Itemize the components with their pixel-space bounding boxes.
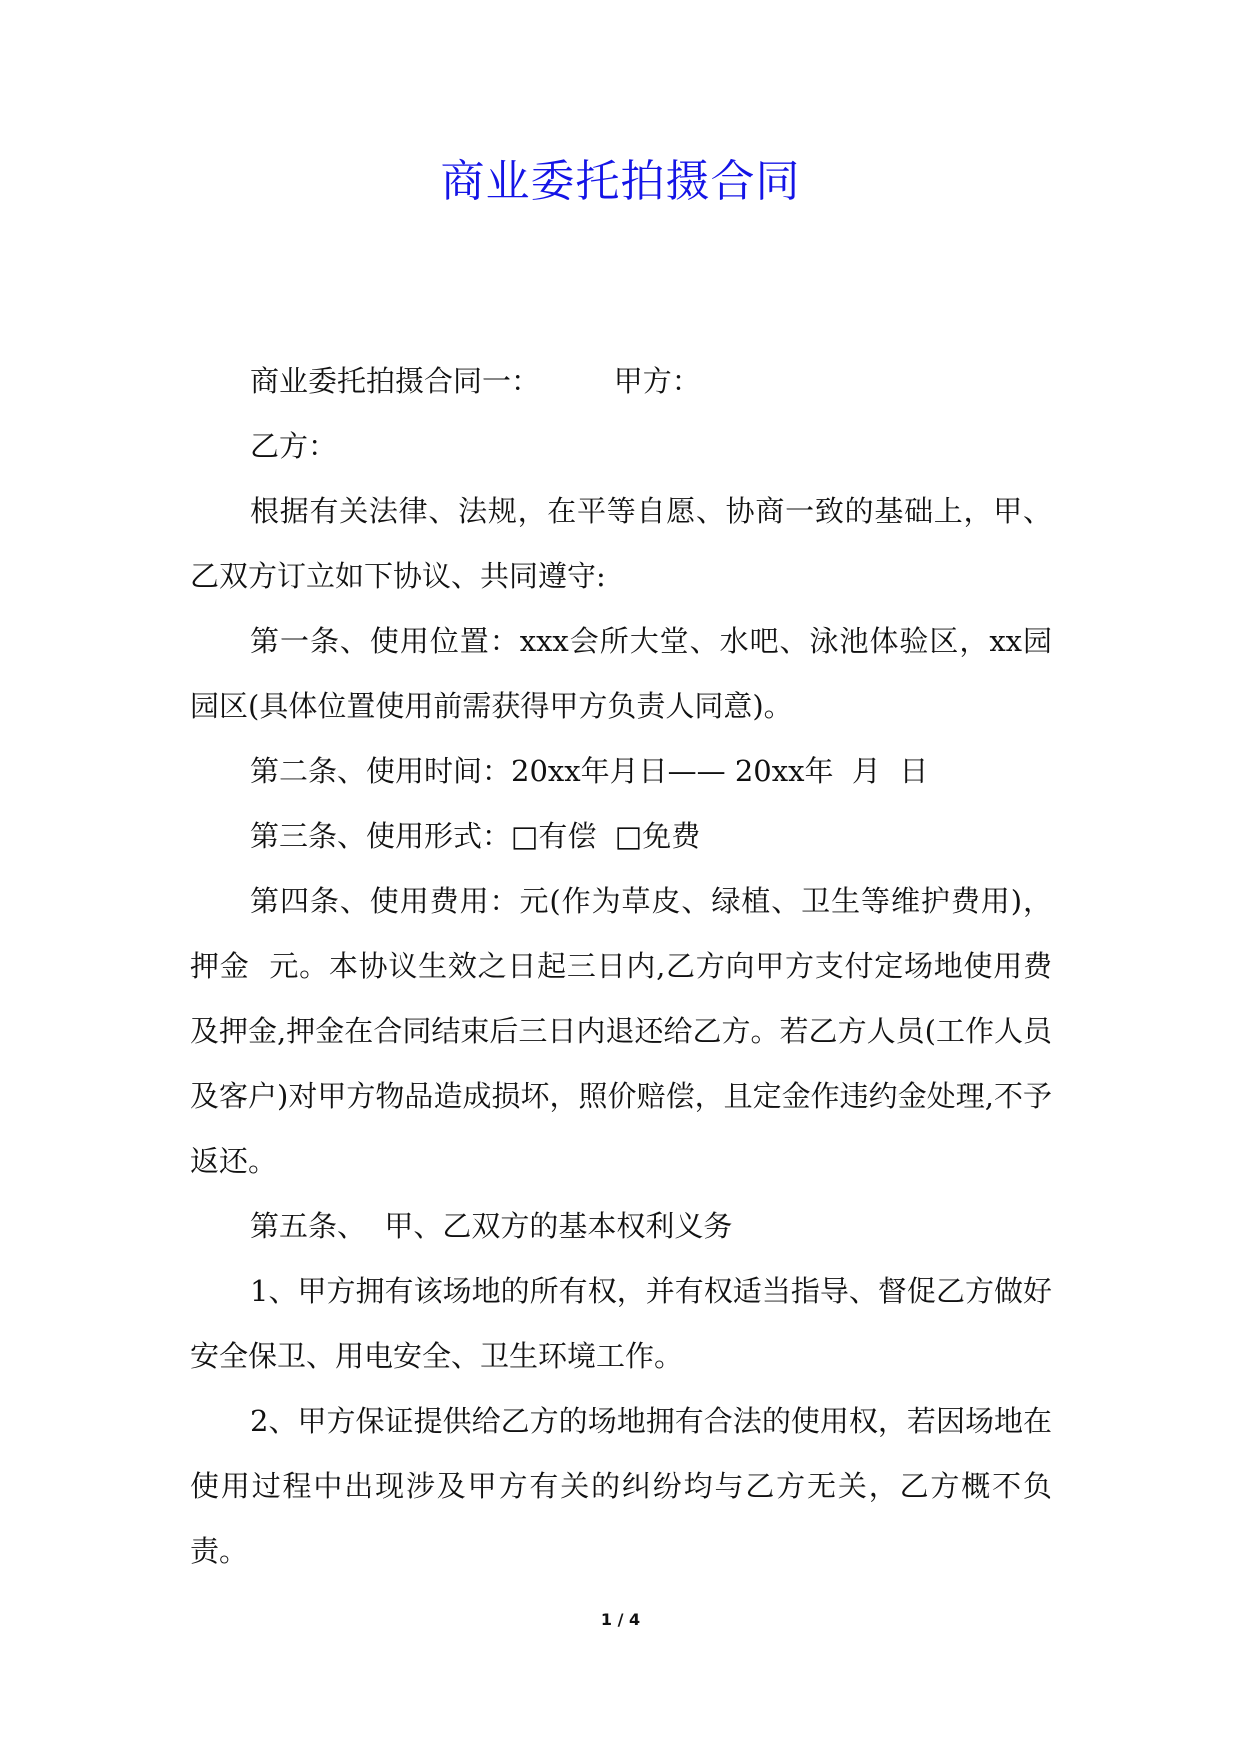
paragraph-article-1: 第一条、使用位置：xxx会所大堂、水吧、泳池体验区，xx园园区(具体位置使用前需获得甲方负责人同意)。: [190, 624, 1052, 723]
paragraph-clause-2: 2、甲方保证提供给乙方的场地拥有合法的使用权，若因场地在使用过程中出现涉及甲方有关的纠纷均与乙方无关，乙方概不负责。: [190, 1404, 1052, 1568]
document-title: 商业委托拍摄合同: [440, 156, 801, 207]
paragraph-article-2: 第二条、使用时间：20xx年月日—— 20xx年 月 日: [250, 754, 929, 788]
paragraph-clause-1: 1、甲方拥有该场地的所有权，并有权适当指导、督促乙方做好安全保卫、用电安全、卫生环境工作。: [190, 1274, 1052, 1373]
page-number: 1 / 4: [600, 1610, 641, 1629]
paragraph-party-b: 乙方：: [250, 429, 338, 463]
paragraph-article-3: 第三条、使用形式：□有偿 □免费: [250, 819, 701, 853]
paragraph-intro-parties: 商业委托拍摄合同一： 甲方：: [250, 364, 701, 398]
paragraph-preamble: 根据有关法律、法规，在平等自愿、协商一致的基础上，甲、乙双方订立如下协议、共同遵守:: [190, 494, 1052, 593]
document-body: [190, 349, 1052, 1584]
paragraph-article-4: 第四条、使用费用：元(作为草皮、绿植、卫生等维护费用)，押金 元。本协议生效之日起三日内,乙方向甲方支付定场地使用费及押金,押金在合同结束后三日内退还给乙方。若乙方人员(工作人员及客户)对甲方物品造成损坏，照价赔偿，且定金作违约金处理,不予返还。: [190, 884, 1052, 1178]
paragraph-article-5: 第五条、 甲、乙双方的基本权利义务: [250, 1209, 733, 1243]
